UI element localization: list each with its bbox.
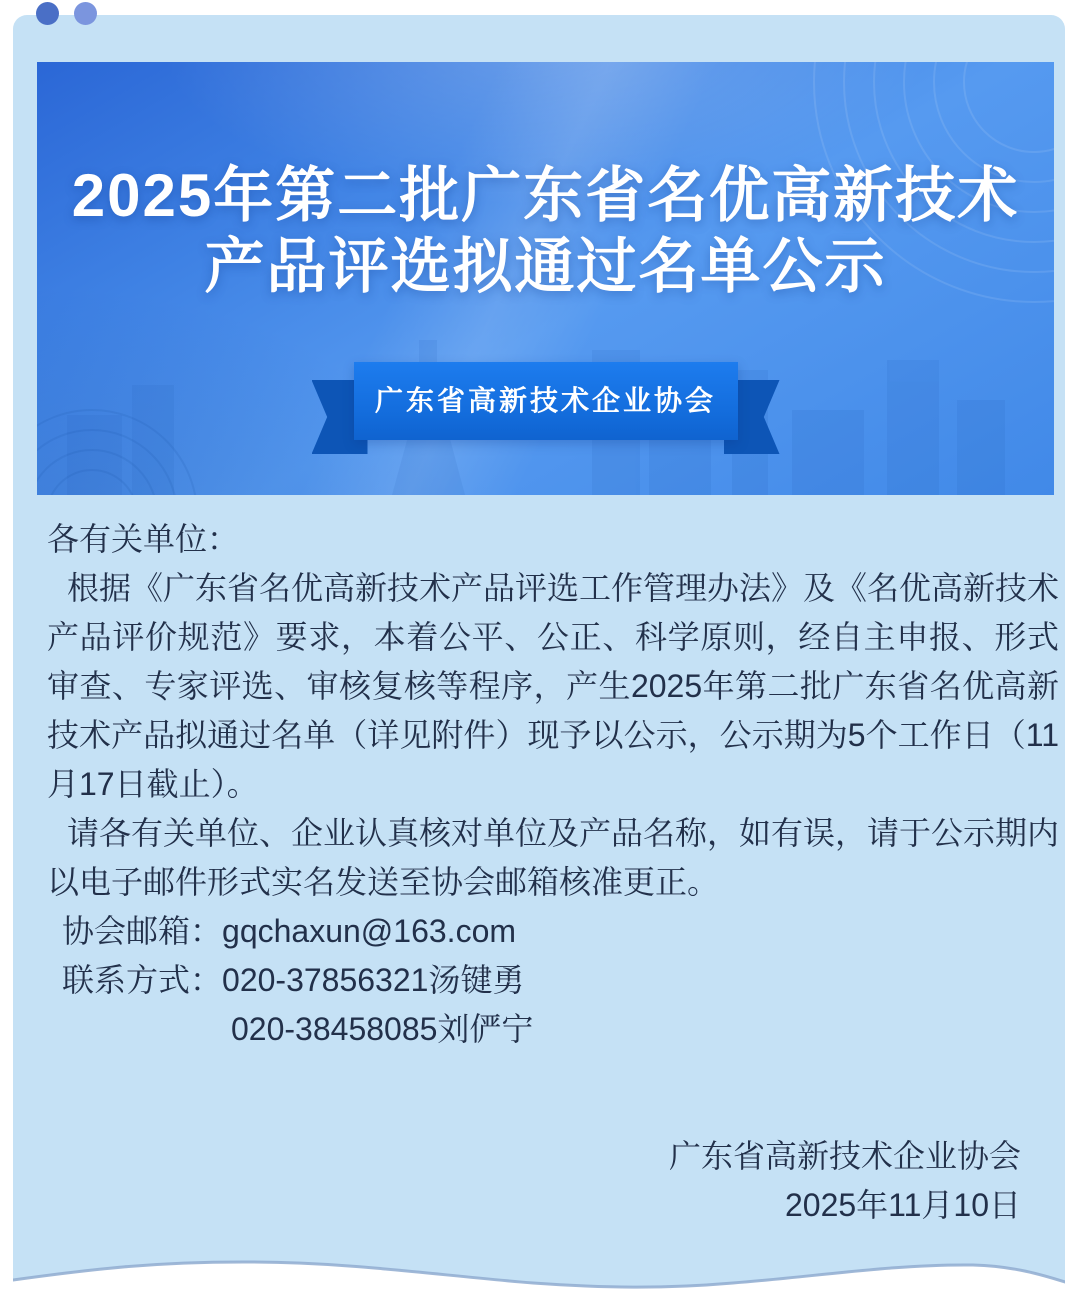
phone-line-1	[47, 956, 1059, 1005]
signature-block	[47, 1132, 1059, 1230]
email-label: 协会邮箱：	[62, 913, 223, 949]
salutation: 各有关单位：	[47, 521, 240, 557]
page-title-line2: 产品评选拟通过名单公示	[204, 233, 887, 300]
announcement-card	[13, 15, 1065, 1233]
phone-number-2: 020-38458085刘俨宁	[231, 1011, 534, 1047]
paragraph-2: 请各有关单位、企业认真核对单位及产品名称，如有误，请于公示期内以电子邮件形式实名发送至协会邮箱核准更正。	[47, 815, 1060, 900]
signature-date: 2025年11月10日	[784, 1187, 1021, 1223]
email-address: gqchaxun@163.com	[222, 913, 517, 949]
wave-bottom-edge-icon	[13, 1233, 1065, 1302]
contact-label: 联系方式：	[62, 962, 223, 998]
decor-dot-light-icon	[74, 2, 97, 25]
notice-body	[47, 515, 1059, 1230]
org-ribbon	[354, 362, 738, 440]
ribbon-label: 广东省高新技术企业协会	[354, 362, 738, 440]
signature-org: 广东省高新技术企业协会	[668, 1138, 1021, 1174]
hero-banner	[37, 62, 1054, 495]
phone-line-2	[47, 1005, 1059, 1054]
decor-dot-dark-icon	[36, 2, 59, 25]
phone-number-1: 020-37856321汤键勇	[222, 962, 525, 998]
page-title-line1: 2025年第二批广东省名优高新技术	[71, 162, 1020, 229]
paragraph-1: 根据《广东省名优高新技术产品评选工作管理办法》及《名优高新技术产品评价规范》要求，本着公平、公正、科学原则，经自主申报、形式审查、专家评选、审核复核等程序，产生2025年第二批广东省名优高新技术产品拟通过名单（详见附件）现予以公示，公示期为5个工作日（11月17日截止）。	[47, 570, 1060, 802]
email-line	[47, 907, 1059, 956]
page-title	[37, 62, 1054, 302]
